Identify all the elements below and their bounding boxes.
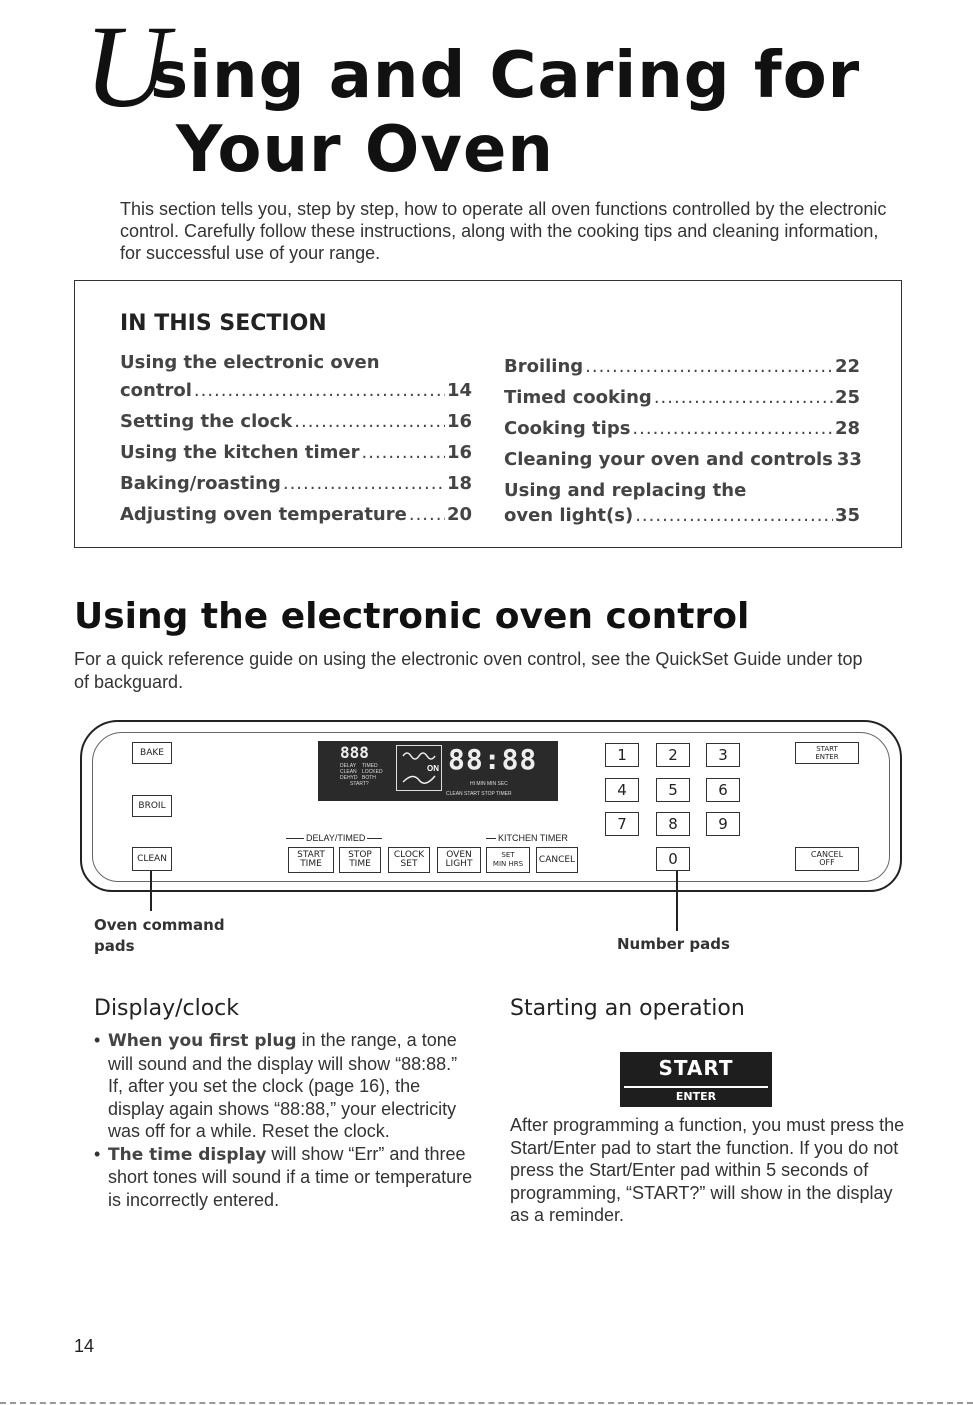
intro-paragraph: This section tells you, step by step, how to operate all oven functions controlled by the electronic control. Carefully follow these instructions, along with the cooking tips and cleaning information, for successful use of your range. bbox=[120, 199, 887, 263]
number-pad-0: 0 bbox=[656, 847, 690, 871]
section-heading: Using the electronic oven control bbox=[74, 596, 750, 637]
display-status-left: DELAY CLEAN DEHYD START? bbox=[340, 763, 369, 787]
number-pad-2: 2 bbox=[656, 743, 690, 767]
toc-item: Timed cooking ..... 25 bbox=[504, 382, 860, 413]
kitchen-timer-set-pad: SET MIN HRS bbox=[486, 847, 530, 873]
clock-set-pad: CLOCK SET bbox=[388, 847, 430, 873]
oven-display bbox=[318, 741, 558, 801]
display-status-left2: TIMED LOCKED BOTH bbox=[362, 763, 383, 781]
display-clock-text bbox=[94, 1029, 474, 1211]
kitchen-timer-label: KITCHEN TIMER bbox=[498, 833, 568, 843]
toc-item: Using the kitchen timer ..... 16 bbox=[120, 437, 472, 468]
toc-item: Broiling ..... 22 bbox=[504, 351, 860, 382]
number-pad-1: 1 bbox=[605, 743, 639, 767]
section-description: For a quick reference guide on using the electronic oven control, see the QuickSet Guide under top of backguard. bbox=[74, 649, 863, 692]
toc-column-left bbox=[120, 351, 472, 530]
bake-pad: BAKE bbox=[132, 742, 172, 764]
oven-command-callout: Oven command pads bbox=[94, 916, 225, 955]
clean-pad: CLEAN bbox=[132, 847, 172, 871]
stop-time-pad: STOP TIME bbox=[339, 847, 381, 873]
toc-item: Using and replacing the bbox=[504, 480, 747, 501]
number-pad-8: 8 bbox=[656, 812, 690, 836]
number-pad-5: 5 bbox=[656, 778, 690, 802]
toc-column-right bbox=[504, 351, 860, 531]
toc-item: Cooking tips ..... 28 bbox=[504, 413, 860, 444]
delay-timed-label: DELAY/TIMED bbox=[306, 833, 366, 843]
oven-icon bbox=[396, 745, 442, 791]
toc-item: Adjusting oven temperature ..... 20 bbox=[120, 499, 472, 530]
start-enter-pad: START ENTER bbox=[795, 742, 859, 764]
number-pad-7: 7 bbox=[605, 812, 639, 836]
page-number: 14 bbox=[74, 1336, 95, 1356]
toc-item: Setting the clock ..... 16 bbox=[120, 406, 472, 437]
display-on-label: ON bbox=[427, 764, 439, 773]
start-enter-button-illustration: START ENTER bbox=[620, 1052, 772, 1107]
oven-light-pad: OVEN LIGHT bbox=[437, 847, 481, 873]
bullet-time-display: • The time display will show “Err” and three short tones will sound if a time or temperature is incorrectly entered. bbox=[94, 1143, 474, 1212]
number-pad-4: 4 bbox=[605, 778, 639, 802]
number-pad-9: 9 bbox=[706, 812, 740, 836]
page-title-line2: Your Oven bbox=[176, 113, 554, 187]
starting-operation-heading: Starting an operation bbox=[510, 996, 745, 1021]
toc-item: Baking/roasting ..... 18 bbox=[120, 468, 472, 499]
start-time-pad: START TIME bbox=[288, 847, 334, 873]
toc-item: control ..... 14 bbox=[120, 375, 472, 406]
broil-pad: BROIL bbox=[132, 795, 172, 817]
toc-item: Using the electronic oven bbox=[120, 352, 380, 373]
oven-command-callout-line bbox=[150, 871, 152, 911]
toc-item: oven light(s) ..... 35 bbox=[504, 500, 860, 531]
display-status-right: HI MIN MIN SEC bbox=[470, 781, 508, 787]
bottom-edge-rule bbox=[0, 1402, 973, 1404]
timer-cancel-pad: CANCEL bbox=[536, 847, 578, 873]
number-pad-3: 3 bbox=[706, 743, 740, 767]
starting-operation-text: After programming a function, you must press the Start/Enter pad to start the function. If you do not press the Start/Enter pad within 5 seconds of programming, “START?” will show in the display as a reminder. bbox=[510, 1115, 905, 1225]
number-pads-callout: Number pads bbox=[617, 935, 730, 953]
display-clock-heading: Display/clock bbox=[94, 996, 240, 1021]
display-big-digits: 88:88 bbox=[448, 743, 538, 776]
number-pads-callout-line bbox=[676, 871, 678, 931]
bullet-first-plug: • When you first plug in the range, a tone will sound and the display will show “88:88.” If, after you set the clock (page 16), the display again shows “88:88,” your electricity was off for a while. Reset the clock. bbox=[94, 1029, 474, 1143]
cancel-off-pad: CANCEL OFF bbox=[795, 847, 859, 871]
toc-item: Cleaning your oven and controls 33 bbox=[504, 449, 862, 470]
toc-heading: IN THIS SECTION bbox=[120, 311, 327, 336]
display-status-bottom: CLEAN START STOP TIMER bbox=[446, 791, 512, 797]
display-small-digits: 888 bbox=[340, 743, 369, 762]
number-pad-6: 6 bbox=[706, 778, 740, 802]
page-title-line1: sing and Caring for bbox=[150, 39, 861, 113]
title-drop-cap: U bbox=[84, 1, 170, 132]
